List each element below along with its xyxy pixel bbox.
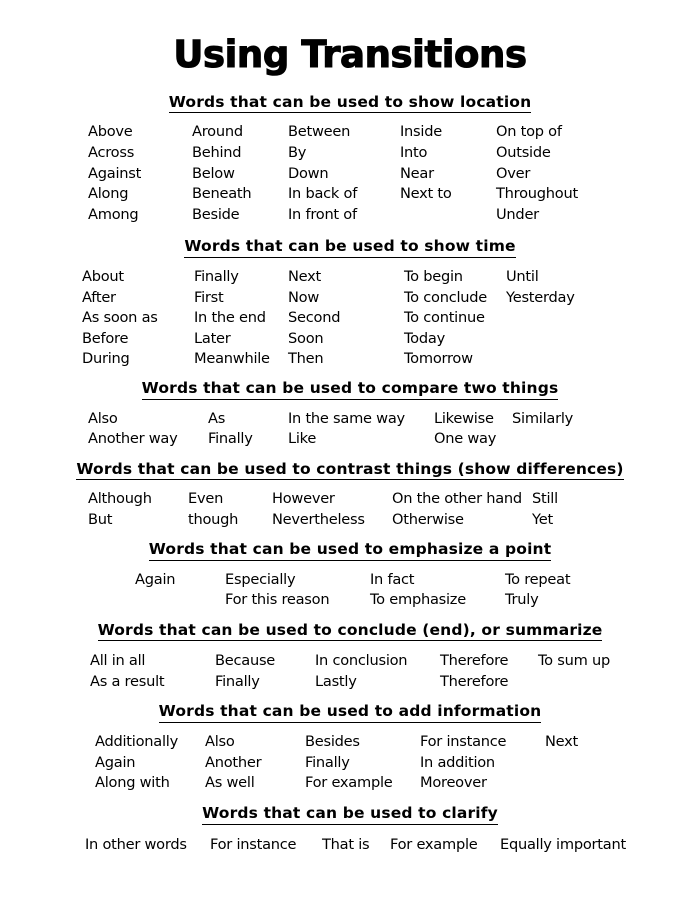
transition-word: Equally important: [500, 835, 626, 853]
transition-word: Still: [532, 490, 558, 508]
word-column: [538, 651, 610, 672]
word-column: [496, 122, 578, 225]
word-column: [208, 409, 253, 450]
transition-word: Before: [82, 329, 129, 347]
section-location: [0, 93, 700, 229]
transition-word: Above: [88, 123, 133, 141]
transition-word: For this reason: [225, 591, 330, 609]
transition-word: though: [188, 510, 239, 528]
transition-word: On the other hand: [392, 490, 522, 508]
transition-word: Later: [194, 329, 231, 347]
transition-word: During: [82, 350, 130, 368]
transition-word: In other words: [85, 835, 187, 853]
transition-word: In the same way: [288, 409, 405, 427]
transition-word: To emphasize: [370, 591, 466, 609]
transition-word: Behind: [192, 144, 242, 162]
word-column: [434, 409, 496, 450]
transition-word: Again: [95, 753, 136, 771]
transition-word: Along: [88, 185, 129, 203]
transition-word: One way: [434, 430, 497, 448]
word-column: [82, 267, 158, 370]
transition-word: Finally: [194, 268, 239, 286]
transition-word: Throughout: [496, 185, 578, 203]
transition-word: Another way: [88, 430, 178, 448]
transition-word: In front of: [288, 205, 357, 223]
word-columns-conclude: [0, 651, 700, 694]
word-column: [194, 267, 270, 370]
transition-word: Between: [288, 123, 351, 141]
section-heading-text: Words that can be used to compare two things: [142, 379, 559, 400]
section-heading-text: Words that can be used to clarify: [202, 804, 498, 825]
section-heading-conclude: [0, 621, 700, 642]
section-heading-text: Words that can be used to show time: [184, 237, 515, 258]
transition-word: Because: [215, 652, 276, 670]
transition-word: Among: [88, 205, 139, 223]
transition-word: Finally: [215, 673, 260, 690]
word-column: [288, 409, 405, 450]
transition-word: Otherwise: [392, 510, 464, 528]
transition-word: Beneath: [192, 185, 252, 203]
transition-word: Next to: [400, 185, 452, 203]
transition-word: As well: [205, 774, 255, 792]
transition-word: Likewise: [434, 409, 494, 427]
section-compare: [0, 379, 700, 452]
transition-word: In back of: [288, 185, 358, 203]
transition-word: Under: [496, 205, 539, 223]
transition-word: To continue: [404, 309, 485, 327]
transition-word: In addition: [420, 753, 495, 771]
transition-word: For example: [305, 774, 393, 792]
word-column: [404, 267, 487, 370]
transition-word: Along with: [95, 774, 170, 792]
transition-word: Soon: [288, 329, 324, 347]
word-column: [512, 409, 573, 430]
transition-word: Although: [88, 490, 152, 508]
word-columns-location: [0, 122, 700, 228]
word-column: [192, 122, 251, 225]
transition-word: Even: [188, 490, 224, 508]
transition-word: But: [88, 510, 113, 528]
transition-word: Lastly: [315, 673, 357, 690]
section-time: [0, 237, 700, 371]
transition-word: Finally: [305, 753, 350, 771]
transition-word: As soon as: [82, 309, 158, 327]
transition-word: By: [288, 144, 307, 162]
transition-word: Then: [288, 350, 324, 368]
transition-word: To begin: [404, 268, 463, 286]
transition-word: Now: [288, 288, 320, 306]
transition-word: Today: [404, 329, 445, 347]
transition-word: That is: [322, 835, 370, 853]
transition-word: Another: [205, 753, 262, 771]
transition-word: About: [82, 268, 124, 286]
word-columns-emphasize: [0, 570, 700, 613]
section-heading-compare: [0, 379, 700, 400]
transition-word: Like: [288, 430, 317, 448]
word-columns-compare: [0, 409, 700, 452]
transition-word: Around: [192, 123, 243, 141]
section-emphasize: [0, 540, 700, 613]
transition-word: Yesterday: [506, 288, 575, 306]
section-conclude: [0, 621, 700, 695]
section-heading-text: Words that can be used to add information: [159, 702, 542, 723]
transition-word: Therefore: [440, 673, 509, 690]
section-heading-text: Words that can be used to contrast things (show differences): [76, 460, 623, 481]
transition-word: For example: [390, 835, 478, 853]
word-column: [400, 122, 452, 204]
word-column: [215, 651, 275, 692]
word-column: [440, 651, 508, 692]
section-add-information: [0, 702, 700, 796]
transition-word: To repeat: [505, 570, 571, 588]
transition-word: On top of: [496, 123, 562, 141]
transition-word: As a result: [90, 673, 165, 690]
section-heading-emphasize: [0, 540, 700, 561]
transition-word: Next: [288, 268, 321, 286]
transition-word: However: [272, 490, 335, 508]
section-heading-add-information: [0, 702, 700, 723]
transition-word: Especially: [225, 570, 296, 588]
section-contrast: [0, 460, 700, 533]
transition-word: As: [208, 409, 226, 427]
word-column: [506, 267, 575, 308]
transition-word: To conclude: [404, 288, 488, 306]
transition-word: Also: [88, 409, 118, 427]
word-column: [88, 409, 178, 450]
transition-word: Additionally: [95, 733, 178, 750]
transition-word: Below: [192, 164, 235, 182]
transition-word: Across: [88, 144, 135, 162]
transition-word: Second: [288, 309, 341, 327]
transition-word: Again: [135, 570, 176, 588]
transition-word: Until: [506, 268, 539, 286]
section-heading-contrast: [0, 460, 700, 481]
word-column: [315, 651, 407, 692]
transition-word: For instance: [210, 835, 297, 853]
word-column: [505, 570, 570, 611]
transition-word: After: [82, 288, 116, 306]
transition-word: Near: [400, 164, 434, 182]
word-column: [370, 570, 466, 611]
transition-word: To sum up: [538, 652, 610, 670]
transition-word: Truly: [505, 591, 539, 609]
word-column: [305, 732, 393, 794]
transition-word: Similarly: [512, 409, 574, 427]
section-heading-text: Words that can be used to show location: [169, 93, 532, 114]
transition-word: Outside: [496, 144, 551, 162]
word-column: [532, 489, 558, 530]
transition-word: Into: [400, 144, 428, 162]
transition-word: Moreover: [420, 774, 487, 792]
section-heading-text: Words that can be used to emphasize a point: [149, 540, 552, 561]
transition-word: Finally: [208, 430, 253, 448]
section-heading-time: [0, 237, 700, 258]
transition-word: Meanwhile: [194, 350, 270, 368]
transition-word: Therefore: [440, 652, 509, 670]
transition-word: Nevertheless: [272, 510, 365, 528]
word-column: [272, 489, 365, 530]
transition-word: Down: [288, 164, 329, 182]
transition-word: Besides: [305, 733, 360, 750]
word-column: [88, 122, 141, 225]
word-column: [420, 732, 506, 794]
transition-word: Yet: [532, 510, 553, 528]
transition-word: Beside: [192, 205, 240, 223]
section-heading-location: [0, 93, 700, 114]
word-column: [205, 732, 261, 794]
word-column: [95, 732, 178, 794]
transition-word: In the end: [194, 309, 266, 327]
transition-word: Also: [205, 733, 235, 750]
word-columns-contrast: [0, 489, 700, 532]
transition-word: In conclusion: [315, 652, 408, 670]
word-column: [188, 489, 238, 530]
page-title: Using Transitions: [173, 33, 527, 76]
transition-word: Against: [88, 164, 142, 182]
word-columns-add-information: [0, 732, 700, 796]
word-row-clarify: [0, 835, 700, 859]
section-heading-clarify: [0, 804, 700, 825]
transition-word: First: [194, 288, 224, 306]
transition-word: Over: [496, 164, 531, 182]
transition-word: Next: [545, 733, 578, 750]
word-column: [88, 489, 152, 530]
word-column: [90, 651, 164, 692]
section-heading-text: Words that can be used to conclude (end), or summarize: [98, 621, 603, 642]
word-column: [288, 122, 357, 225]
transition-word: Tomorrow: [404, 350, 473, 368]
word-column: [288, 267, 340, 370]
transition-word: All in all: [90, 652, 146, 670]
transition-word: Inside: [400, 123, 442, 141]
word-column: [225, 570, 329, 611]
section-clarify: [0, 804, 700, 859]
transition-word: In fact: [370, 570, 415, 588]
word-column: [392, 489, 522, 530]
word-column: [135, 570, 175, 591]
word-columns-time: [0, 267, 700, 371]
transition-word: For instance: [420, 733, 507, 750]
word-column: [545, 732, 578, 753]
